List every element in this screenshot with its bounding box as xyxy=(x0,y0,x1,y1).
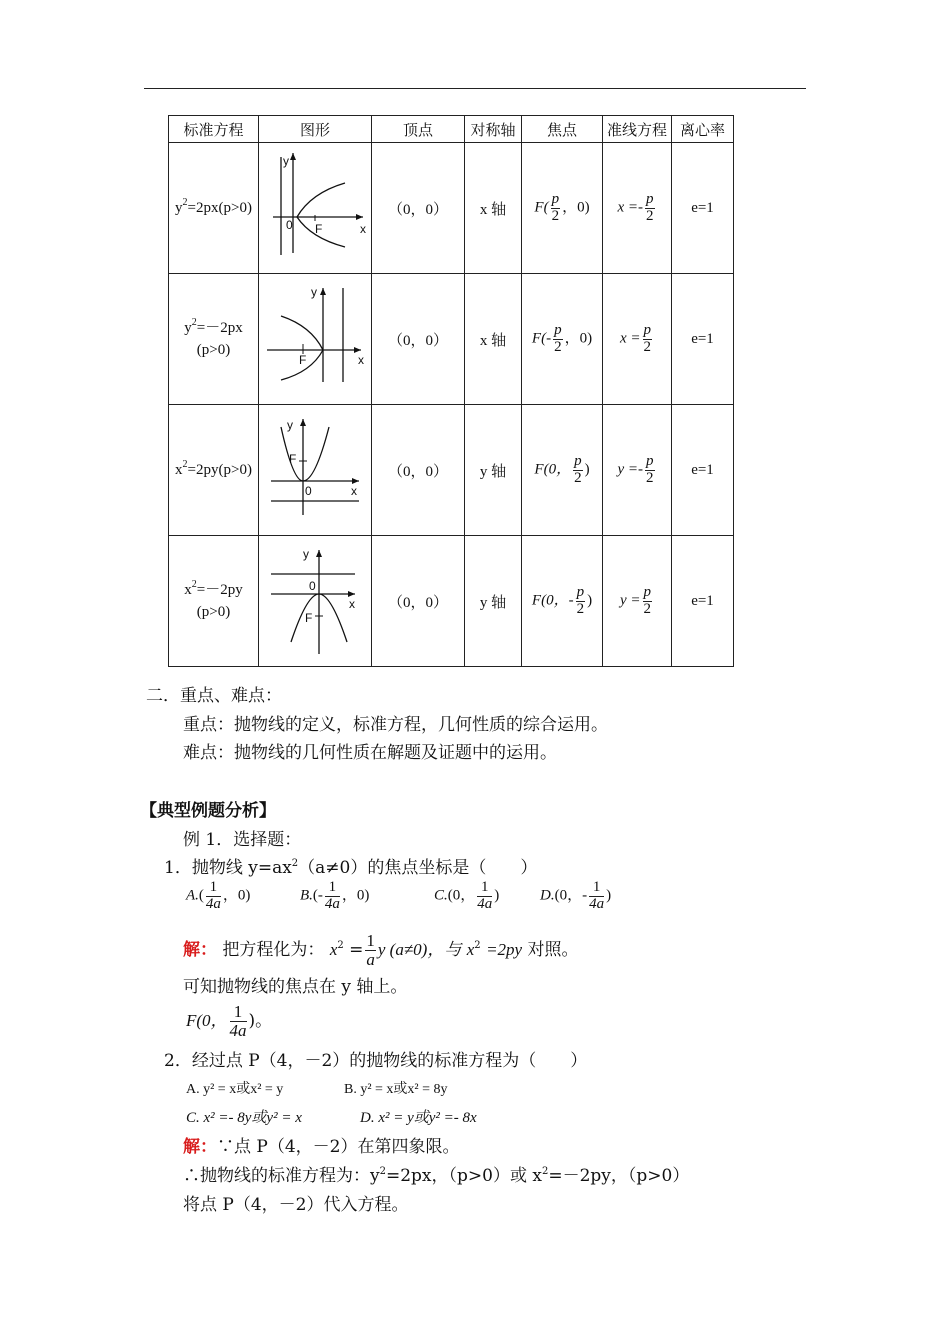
svg-text:y: y xyxy=(311,285,317,299)
option-c: C.(0， $\frac{1}{4a}$ ) xyxy=(434,879,500,912)
table-header-row xyxy=(169,116,734,143)
standard-equation: $y^2=2px(p>0)$ xyxy=(169,143,259,274)
standard-equation: $x^2=-2py$ (p>0) xyxy=(169,536,259,667)
parabola-down-graph xyxy=(259,536,371,661)
focus: F(0， $\frac{p}{2}$ ) xyxy=(522,405,603,536)
svg-text:F: F xyxy=(299,353,307,367)
header-cell: 对称轴 xyxy=(465,116,522,143)
key-point: 重点：抛物线的定义，标准方程，几何性质的综合运用。 xyxy=(183,715,608,735)
svg-text:x: x xyxy=(358,353,364,367)
svg-text:F: F xyxy=(315,222,323,236)
svg-text:x: x xyxy=(349,597,355,611)
table-row xyxy=(169,274,734,405)
eccentricity: e=1 xyxy=(672,274,734,405)
svg-text:y: y xyxy=(287,418,293,432)
solution-1-answer: F(0， $\frac{1}{4a}$ )。 xyxy=(186,1002,273,1040)
difficulty: 难点：抛物线的几何性质在解题及证题中的运用。 xyxy=(183,743,557,763)
header-cell: 准线方程 xyxy=(603,116,672,143)
parabola-left-graph xyxy=(259,274,371,399)
graph-cell xyxy=(259,536,372,667)
svg-text:F: F xyxy=(305,611,313,625)
vertex: （0，0） xyxy=(372,143,465,274)
focus: F(0，- $\frac{p}{2}$ ) xyxy=(522,536,603,667)
eccentricity: e=1 xyxy=(672,405,734,536)
option-a: A. y² = x或x² = y xyxy=(186,1082,284,1097)
standard-equation: $y^2=-2px$ (p>0) xyxy=(169,274,259,405)
option-c: C. x² =- 8y或y² = x xyxy=(186,1110,302,1126)
solution-1-line2: 可知抛物线的焦点在 y 轴上。 xyxy=(183,977,408,997)
svg-text:F: F xyxy=(289,452,297,466)
example1-title: 例 1．选择题： xyxy=(183,830,302,850)
option-b: B.(- $\frac{1}{4a}$ ，0) xyxy=(300,879,370,912)
header-rule xyxy=(144,88,806,89)
graph-cell xyxy=(259,274,372,405)
svg-text:x: x xyxy=(360,222,366,236)
header-cell: 图形 xyxy=(259,116,372,143)
eccentricity: e=1 xyxy=(672,536,734,667)
parabola-right-graph xyxy=(259,143,371,268)
standard-equation: $x^2=2py(p>0)$ xyxy=(169,405,259,536)
directrix: x = $\frac{p}{2}$ xyxy=(603,274,672,405)
directrix: y = $\frac{p}{2}$ xyxy=(603,536,672,667)
symmetry-axis: x 轴 xyxy=(465,274,522,405)
svg-text:0: 0 xyxy=(305,484,312,498)
header-cell: 离心率 xyxy=(672,116,734,143)
graph-cell xyxy=(259,405,372,536)
directrix: x =- $\frac{p}{2}$ xyxy=(603,143,672,274)
header-cell: 顶点 xyxy=(372,116,465,143)
section-title: 二．重点、难点： xyxy=(146,686,282,706)
option-d: D. x² = y或y² =- 8x xyxy=(360,1110,477,1126)
eccentricity: e=1 xyxy=(672,143,734,274)
question-2: 2．经过点 P（4，－2）的抛物线的标准方程为（ ） xyxy=(164,1051,588,1071)
parabola-table xyxy=(168,115,734,667)
option-a: A.( $\frac{1}{4a}$ ，0) xyxy=(186,879,251,912)
table-row xyxy=(169,143,734,274)
parabola-up-graph xyxy=(259,405,371,530)
vertex: （0，0） xyxy=(372,536,465,667)
examples-heading: 【典型例题分析】 xyxy=(140,801,276,821)
focus: F(- $\frac{p}{2}$ ，0) xyxy=(522,274,603,405)
svg-text:0: 0 xyxy=(309,579,316,593)
option-d: D.(0，- $\frac{1}{4a}$ ) xyxy=(540,879,612,912)
symmetry-axis: x 轴 xyxy=(465,143,522,274)
graph-cell xyxy=(259,143,372,274)
svg-text:y: y xyxy=(283,154,289,168)
svg-text:0: 0 xyxy=(286,218,293,232)
vertex: （0，0） xyxy=(372,405,465,536)
solution-1: 解： 把方程化为： $x^2$ = $\frac{1}{a}$ y (a≠0)，与 $x^2 =2py$ 对照。 xyxy=(183,931,579,969)
header-cell: 标准方程 xyxy=(169,116,259,143)
directrix: y =- $\frac{p}{2}$ xyxy=(603,405,672,536)
solution-2-line3: 将点 P（4，－2）代入方程。 xyxy=(183,1195,409,1215)
svg-text:x: x xyxy=(351,484,357,498)
question-1: 1．抛物线 $y=ax^2(a\ne 0)$的焦点坐标是（ ） xyxy=(164,858,538,878)
table-row xyxy=(169,405,734,536)
option-b: B. y² = x或x² = 8y xyxy=(344,1082,448,1097)
vertex: （0，0） xyxy=(372,274,465,405)
table-row xyxy=(169,536,734,667)
header-cell: 焦点 xyxy=(522,116,603,143)
svg-text:y: y xyxy=(303,547,309,561)
symmetry-axis: y 轴 xyxy=(465,536,522,667)
focus: F( $\frac{p}{2}$ ，0) xyxy=(522,143,603,274)
solution-2: 解：∵点 P（4，－2）在第四象限。 xyxy=(183,1137,460,1157)
solution-2-line2: ∴抛物线的标准方程为：$y^2=2px$，（p>0）或 $x^2=-2py$，（p>0） xyxy=(183,1166,690,1186)
symmetry-axis: y 轴 xyxy=(465,405,522,536)
